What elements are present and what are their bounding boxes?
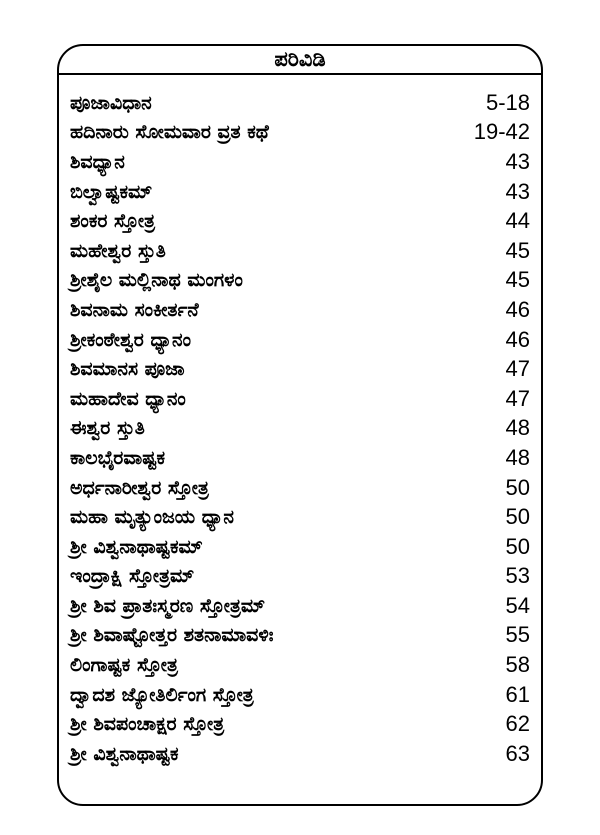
toc-entry-title: ಈಶ್ವರ ಸ್ತುತಿ	[70, 417, 145, 440]
toc-entry-title: ಮಹೇಶ್ವರ ಸ್ತುತಿ	[70, 239, 166, 262]
toc-entry-page: 19-42	[473, 119, 530, 145]
toc-entry	[70, 532, 532, 562]
toc-entry	[70, 650, 532, 680]
toc-entry	[70, 414, 532, 444]
toc-entry	[70, 384, 532, 414]
toc-entry-page: 53	[505, 563, 530, 589]
toc-entry	[70, 295, 532, 325]
toc-entry-page: 43	[505, 178, 530, 204]
toc-entry-page: 58	[505, 652, 530, 678]
toc-entry-page: 45	[505, 267, 530, 293]
toc-entry	[70, 266, 532, 296]
toc-entry	[70, 591, 532, 621]
toc-entry-page: 50	[505, 533, 530, 559]
table-of-contents	[70, 88, 532, 769]
toc-entry-page: 45	[505, 237, 530, 263]
toc-entry	[70, 680, 532, 710]
toc-entry-page: 43	[505, 148, 530, 174]
toc-entry	[70, 473, 532, 503]
toc-entry-title: ಶ್ರೀಕಂಠೇಶ್ವರ ಧ್ಯಾನಂ	[70, 328, 192, 351]
toc-entry	[70, 147, 532, 177]
toc-entry-title: ಶ್ರೀ ಶಿವಪಂಚಾಕ್ಷರ ಸ್ತೋತ್ರ	[70, 713, 225, 736]
toc-entry	[70, 118, 532, 148]
toc-entry	[70, 621, 532, 651]
toc-entry-page: 63	[505, 740, 530, 766]
toc-entry-page: 50	[505, 504, 530, 530]
toc-entry-title: ಶಿವನಾಮ ಸಂಕೀರ್ತನೆ	[70, 298, 199, 321]
toc-entry-title: ಕಾಲಭೈರವಾಷ್ಟಕ	[70, 446, 166, 469]
toc-entry-title: ಅರ್ಧನಾರೀಶ್ವರ ಸ್ತೋತ್ರ	[70, 476, 209, 499]
toc-entry-page: 46	[505, 326, 530, 352]
toc-entry-title: ಶಿವಮಾನಸ ಪೂಜಾ	[70, 358, 185, 381]
toc-entry-page: 48	[505, 415, 530, 441]
toc-entry-page: 62	[505, 711, 530, 737]
toc-entry-title: ಲಿಂಗಾಷ್ಟಕ ಸ್ತೋತ್ರ	[70, 654, 178, 677]
toc-entry-title: ಶ್ರೀ ಶಿವಾಷ್ಟೋತ್ತರ ಶತನಾಮಾವಳಿಃ	[70, 624, 274, 647]
toc-entry-page: 44	[505, 208, 530, 234]
toc-entry-page: 48	[505, 444, 530, 470]
toc-entry-title: ಬಿಲ್ವಾಷ್ಟಕಮ್	[70, 180, 153, 203]
toc-entry	[70, 354, 532, 384]
title-divider	[57, 73, 543, 75]
toc-entry-title: ಹದಿನಾರು ಸೋಮವಾರ ವ್ರತ ಕಥೆ	[70, 121, 269, 144]
toc-entry-page: 55	[505, 622, 530, 648]
toc-entry-title: ಶ್ರೀ ವಿಶ್ವನಾಥಾಷ್ಟಕ	[70, 742, 179, 765]
toc-entry-page: 50	[505, 474, 530, 500]
toc-entry-title: ಶ್ರೀಶೈಲ ಮಲ್ಲಿನಾಥ ಮಂಗಳಂ	[70, 269, 243, 292]
toc-entry-page: 5-18	[485, 89, 530, 115]
toc-entry	[70, 562, 532, 592]
toc-entry-title: ಮಹಾ ಮೃತ್ಯುಂಜಯ ಧ್ಯಾನ	[70, 506, 234, 529]
toc-entry-title: ಶಂಕರ ಸ್ತೋತ್ರ	[70, 210, 155, 233]
toc-entry-title: ಪೂಜಾವಿಧಾನ	[70, 91, 152, 114]
toc-entry-page: 46	[505, 296, 530, 322]
toc-entry	[70, 206, 532, 236]
page-title: ಪರಿವಿಡಿ	[274, 47, 326, 71]
toc-entry-title: ಶಿವಧ್ಯಾನ	[70, 150, 125, 173]
toc-entry	[70, 88, 532, 118]
toc-entry	[70, 443, 532, 473]
toc-entry	[70, 325, 532, 355]
toc-entry	[70, 236, 532, 266]
toc-entry	[70, 709, 532, 739]
toc-entry-title: ಶ್ರೀ ಶಿವ ಪ್ರಾತಃಸ್ಮರಣ ಸ್ತೋತ್ರಮ್	[70, 594, 266, 617]
toc-entry-title: ಶ್ರೀ ವಿಶ್ವನಾಥಾಷ್ಟಕಮ್	[70, 535, 203, 558]
toc-entry-title: ಇಂದ್ರಾಕ್ಷಿ ಸ್ತೋತ್ರಮ್	[70, 565, 195, 588]
toc-entry	[70, 502, 532, 532]
toc-entry-title: ದ್ವಾದಶ ಜ್ಯೋತಿರ್ಲಿಂಗ ಸ್ತೋತ್ರ	[70, 683, 254, 706]
toc-entry-page: 47	[505, 385, 530, 411]
toc-entry-page: 61	[505, 681, 530, 707]
toc-entry-page: 54	[505, 592, 530, 618]
toc-entry	[70, 177, 532, 207]
toc-entry	[70, 739, 532, 769]
toc-entry-page: 47	[505, 356, 530, 382]
toc-entry-title: ಮಹಾದೇವ ಧ್ಯಾನಂ	[70, 387, 186, 410]
